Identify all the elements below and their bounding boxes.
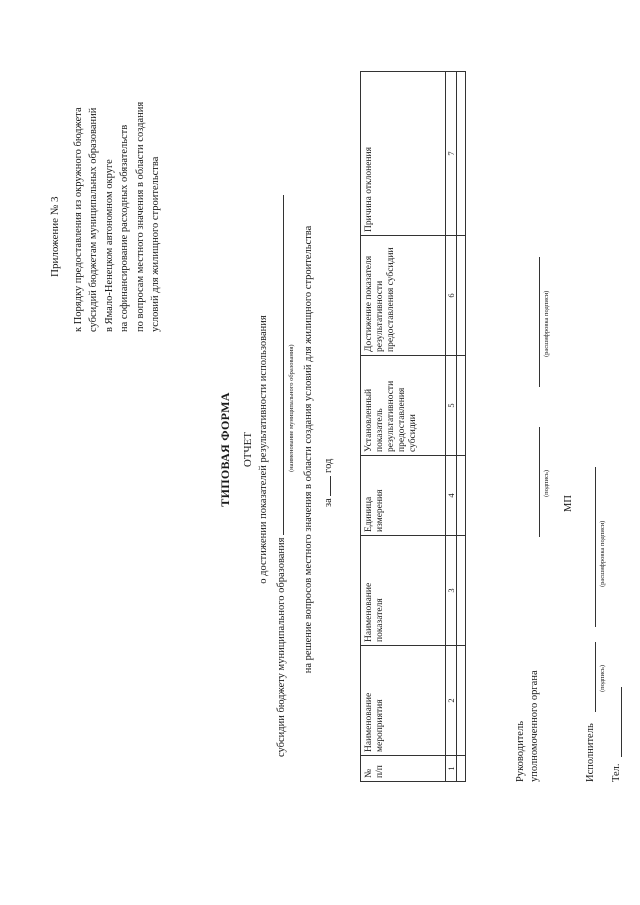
column-number: 6	[446, 236, 457, 356]
empty-cell	[457, 456, 466, 536]
head-decoding-hint: (расшифровка подписи)	[543, 290, 550, 357]
indicators-table	[360, 71, 466, 782]
procedure-line: условий для жилищного строительства	[150, 156, 162, 332]
header-cell: Причина отклонения	[361, 72, 446, 236]
head-label-line2: уполномоченного органа	[529, 670, 540, 782]
executor-decoding-line	[585, 467, 596, 627]
empty-cell	[457, 756, 466, 782]
header-cell: Установленный показатель результативности предоставления субсидии	[361, 356, 446, 456]
procedure-reference	[71, 102, 163, 332]
column-number: 3	[446, 536, 457, 646]
executor-label: Исполнитель	[585, 723, 596, 782]
executor-decoding-hint: (расшифровка подписи)	[599, 520, 606, 587]
header-cell: Наименование мероприятия	[361, 646, 446, 756]
table-row	[457, 72, 466, 782]
column-number: 4	[446, 456, 457, 536]
report-subtitle-line1: о достижении показателей результативности использования	[258, 315, 269, 584]
report-subtitle-line2	[273, 195, 287, 757]
table-header-row	[361, 72, 446, 782]
executor-signature-hint: (подпись)	[599, 665, 606, 692]
report-subtitle-line3: на решение вопросов местного значения в области создания условий для жилищного строительства	[303, 225, 314, 674]
empty-cell	[457, 236, 466, 356]
head-label-line1: Руководитель	[515, 721, 526, 782]
municipality-hint: (наименование муниципального образования)	[288, 344, 295, 472]
procedure-line: на софинансирование расходных обязательств	[119, 124, 131, 332]
municipality-label: субсидии бюджету муниципального образования	[276, 537, 287, 757]
report-title: ОТЧЕТ	[242, 431, 254, 468]
header-cell: Наименование показателя	[361, 536, 446, 646]
header-cell: № п/п	[361, 756, 446, 782]
procedure-line: по вопросам местного значения в области создания	[134, 101, 146, 332]
column-number: 7	[446, 72, 457, 236]
header-cell: Достижение показателя результативности предоставления субсидии	[361, 236, 446, 356]
head-signature-line	[529, 427, 540, 537]
procedure-line: к Порядку предоставления из окружного бюджета	[73, 107, 84, 332]
year-blank	[320, 476, 331, 496]
column-number: 2	[446, 646, 457, 756]
column-number: 5	[446, 356, 457, 456]
appendix-number: Приложение № 3	[49, 196, 61, 277]
empty-cell	[457, 536, 466, 646]
stamp-place: МП	[563, 495, 574, 512]
period-suffix: год	[323, 458, 334, 473]
header-cell: Единица измерения	[361, 456, 446, 536]
executor-signature-line	[585, 642, 596, 712]
form-title: ТИПОВАЯ ФОРМА	[218, 392, 232, 507]
head-decoding-line	[529, 257, 540, 387]
empty-cell	[457, 356, 466, 456]
phone-label: Тел.	[611, 763, 622, 782]
procedure-line: субсидий бюджетам муниципальных образований	[88, 107, 100, 332]
rotated-page	[45, 57, 635, 842]
phone-line	[611, 687, 622, 757]
reporting-period	[320, 459, 334, 507]
table-number-row	[446, 72, 457, 782]
municipality-blank	[273, 195, 284, 535]
column-number: 1	[446, 756, 457, 782]
empty-cell	[457, 646, 466, 756]
period-prefix: за	[323, 498, 334, 507]
procedure-line: в Ямало-Ненецком автономном округе	[103, 159, 115, 332]
head-signature-hint: (подпись)	[543, 470, 550, 497]
empty-cell	[457, 72, 466, 236]
